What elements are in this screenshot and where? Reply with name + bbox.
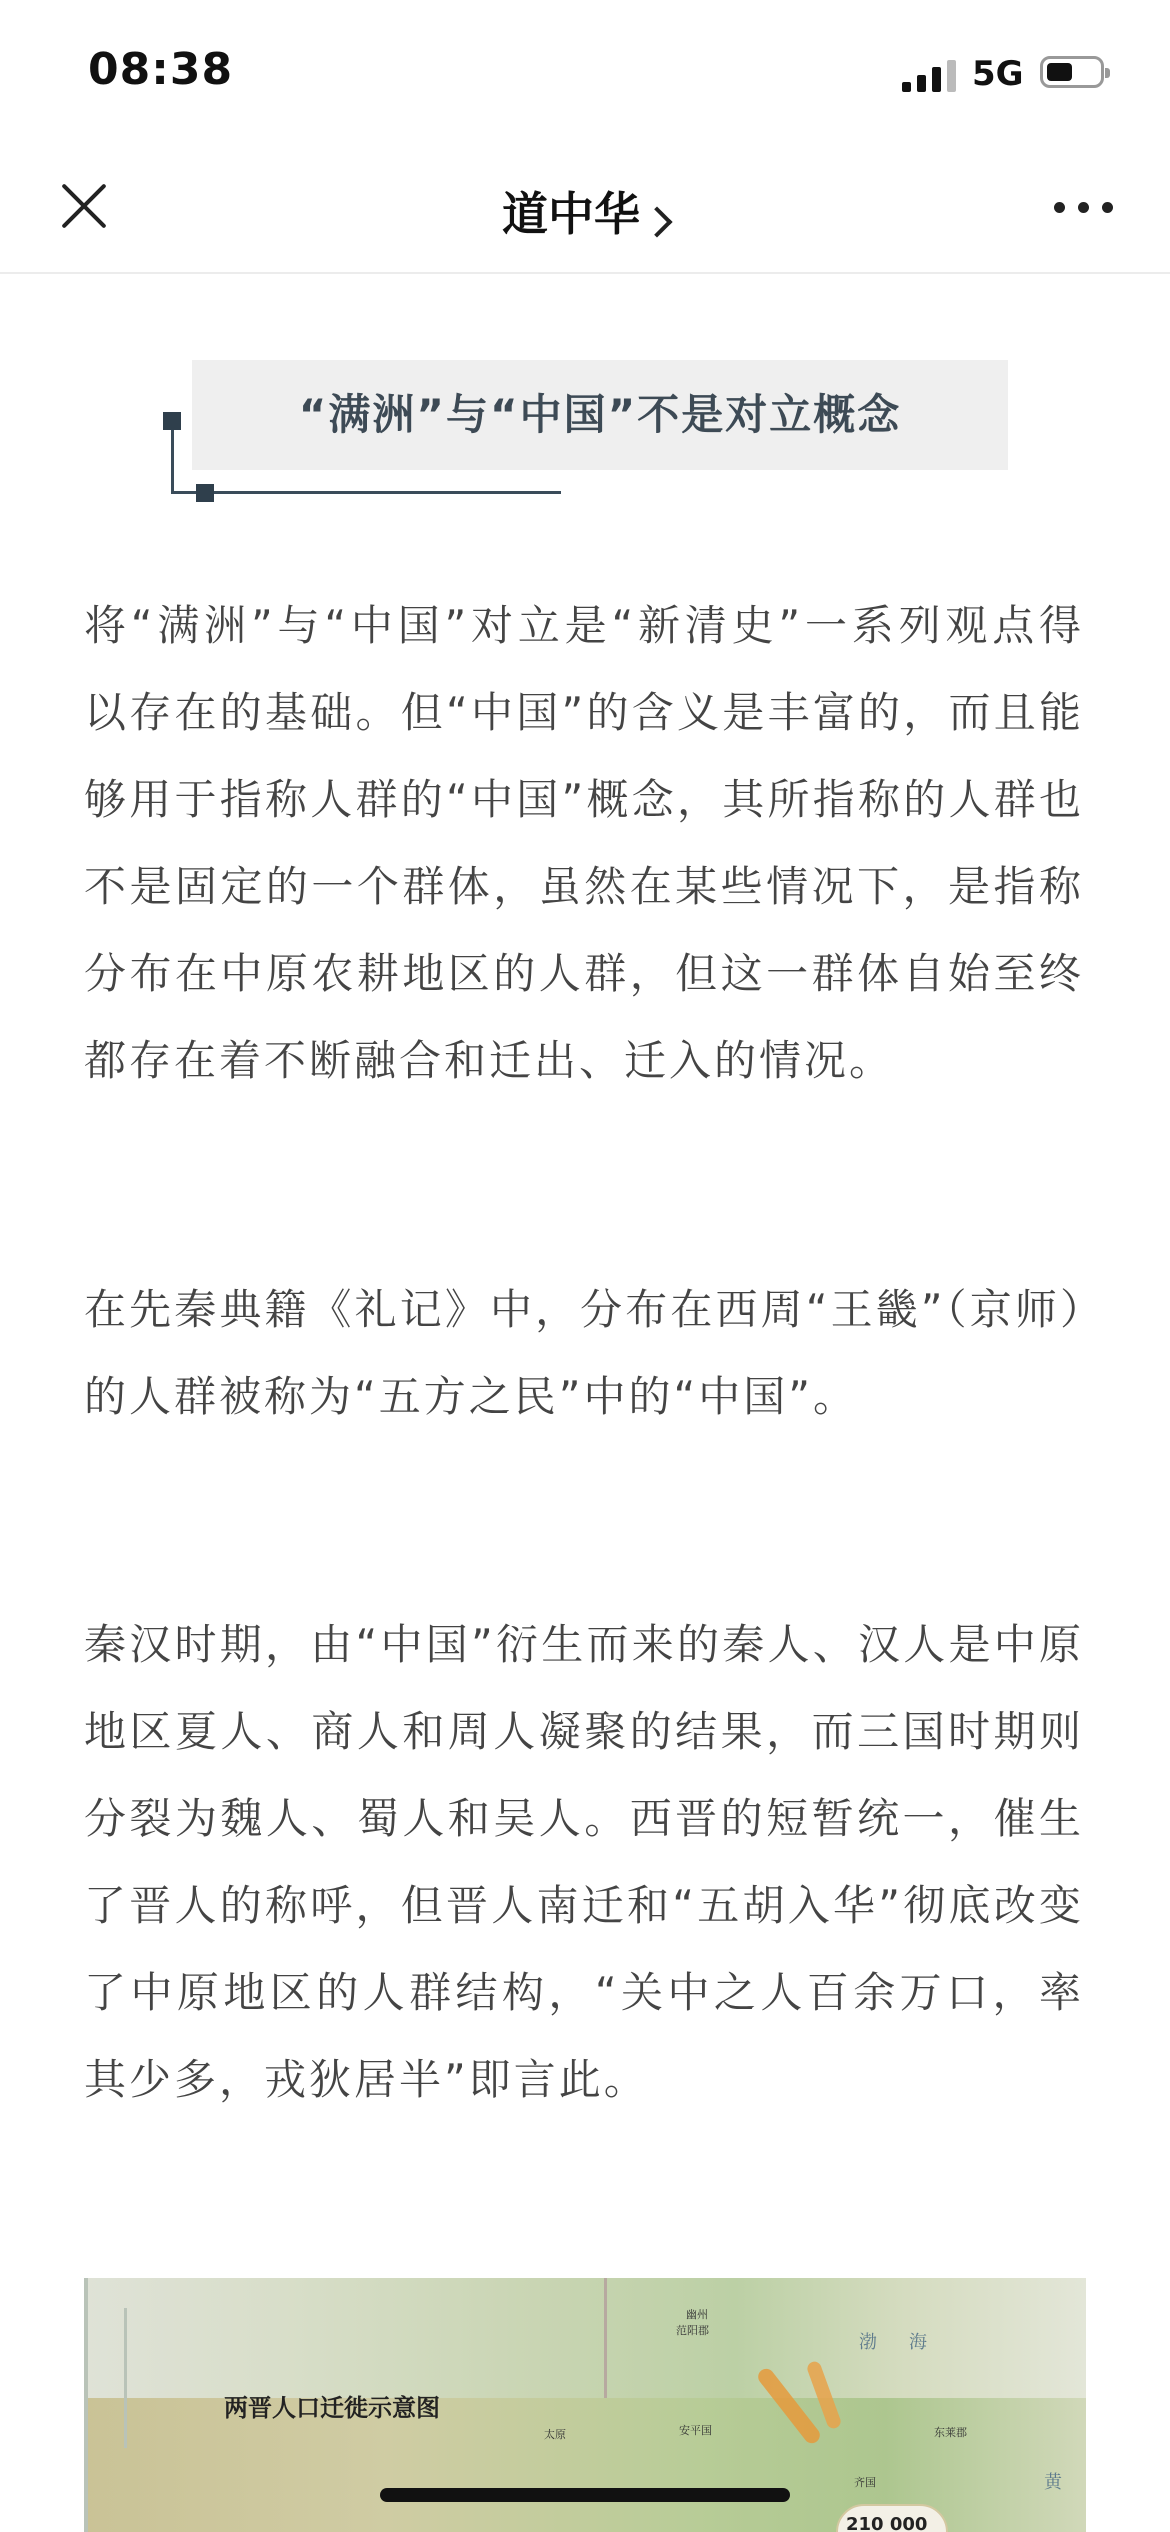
account-title-link[interactable] (0, 178, 1170, 244)
map-label: 幽州 (686, 2308, 708, 2321)
navigation-bar (0, 140, 1170, 274)
heading-decoration-square (196, 484, 214, 502)
account-name: 道中华 (502, 187, 640, 241)
map-label: 太原 (544, 2428, 566, 2441)
article-paragraph: 在先秦典籍《礼记》中，分布在西周“王畿”（京师）的人群被称为“五方之民”中的“中国”。 (84, 1285, 1084, 1421)
map-sea-label: 黄 (1044, 2472, 1062, 2493)
heading-decoration-line (171, 420, 174, 492)
map-label: 齐国 (854, 2476, 876, 2489)
status-bar (0, 0, 1170, 140)
population-value: 210 000 (846, 2514, 928, 2532)
article-paragraph: 将“满洲”与“中国”对立是“新清史”一系列观点得以存在的基础。但“中国”的含义是丰富的，而且能够用于指称人群的“中国”概念，其所指称的人群也不是固定的一个群体，虽然在某些情况下，是指称分布在中原农耕地区的人群，但这一群体自始至终都存在着不断融合和迁出、迁入的情况。 (84, 601, 1084, 1085)
section-heading: “满洲”与“中国”不是对立概念 (298, 390, 902, 439)
cellular-signal-icon (902, 58, 960, 92)
map-sea-label: 海 (909, 2332, 927, 2353)
status-time: 08:38 (88, 44, 234, 95)
article-paragraph: 秦汉时期，由“中国”衍生而来的秦人、汉人是中原地区夏人、商人和周人凝聚的结果，而三国时期则分裂为魏人、蜀人和吴人。西晋的短暂统一，催生了晋人的称呼，但晋人南迁和“五胡入华”彻底改变了中原地区的人群结构，“关中之人百余万口，率其少多，戎狄居半”即言此。 (84, 1620, 1084, 2104)
map-label: 东莱郡 (934, 2426, 967, 2439)
more-options-icon[interactable] (1054, 202, 1114, 214)
map-sea-label: 渤 (859, 2332, 877, 2353)
chevron-right-icon (641, 206, 672, 237)
battery-icon (1040, 56, 1104, 88)
map-title: 两晋人口迁徙示意图 (224, 2394, 440, 2422)
heading-decoration-square (163, 412, 181, 430)
map-label: 范阳郡 (676, 2324, 709, 2337)
heading-decoration-line (171, 491, 561, 494)
home-indicator[interactable] (380, 2488, 790, 2502)
network-type: 5G (972, 54, 1024, 94)
map-label: 安平国 (679, 2424, 712, 2437)
